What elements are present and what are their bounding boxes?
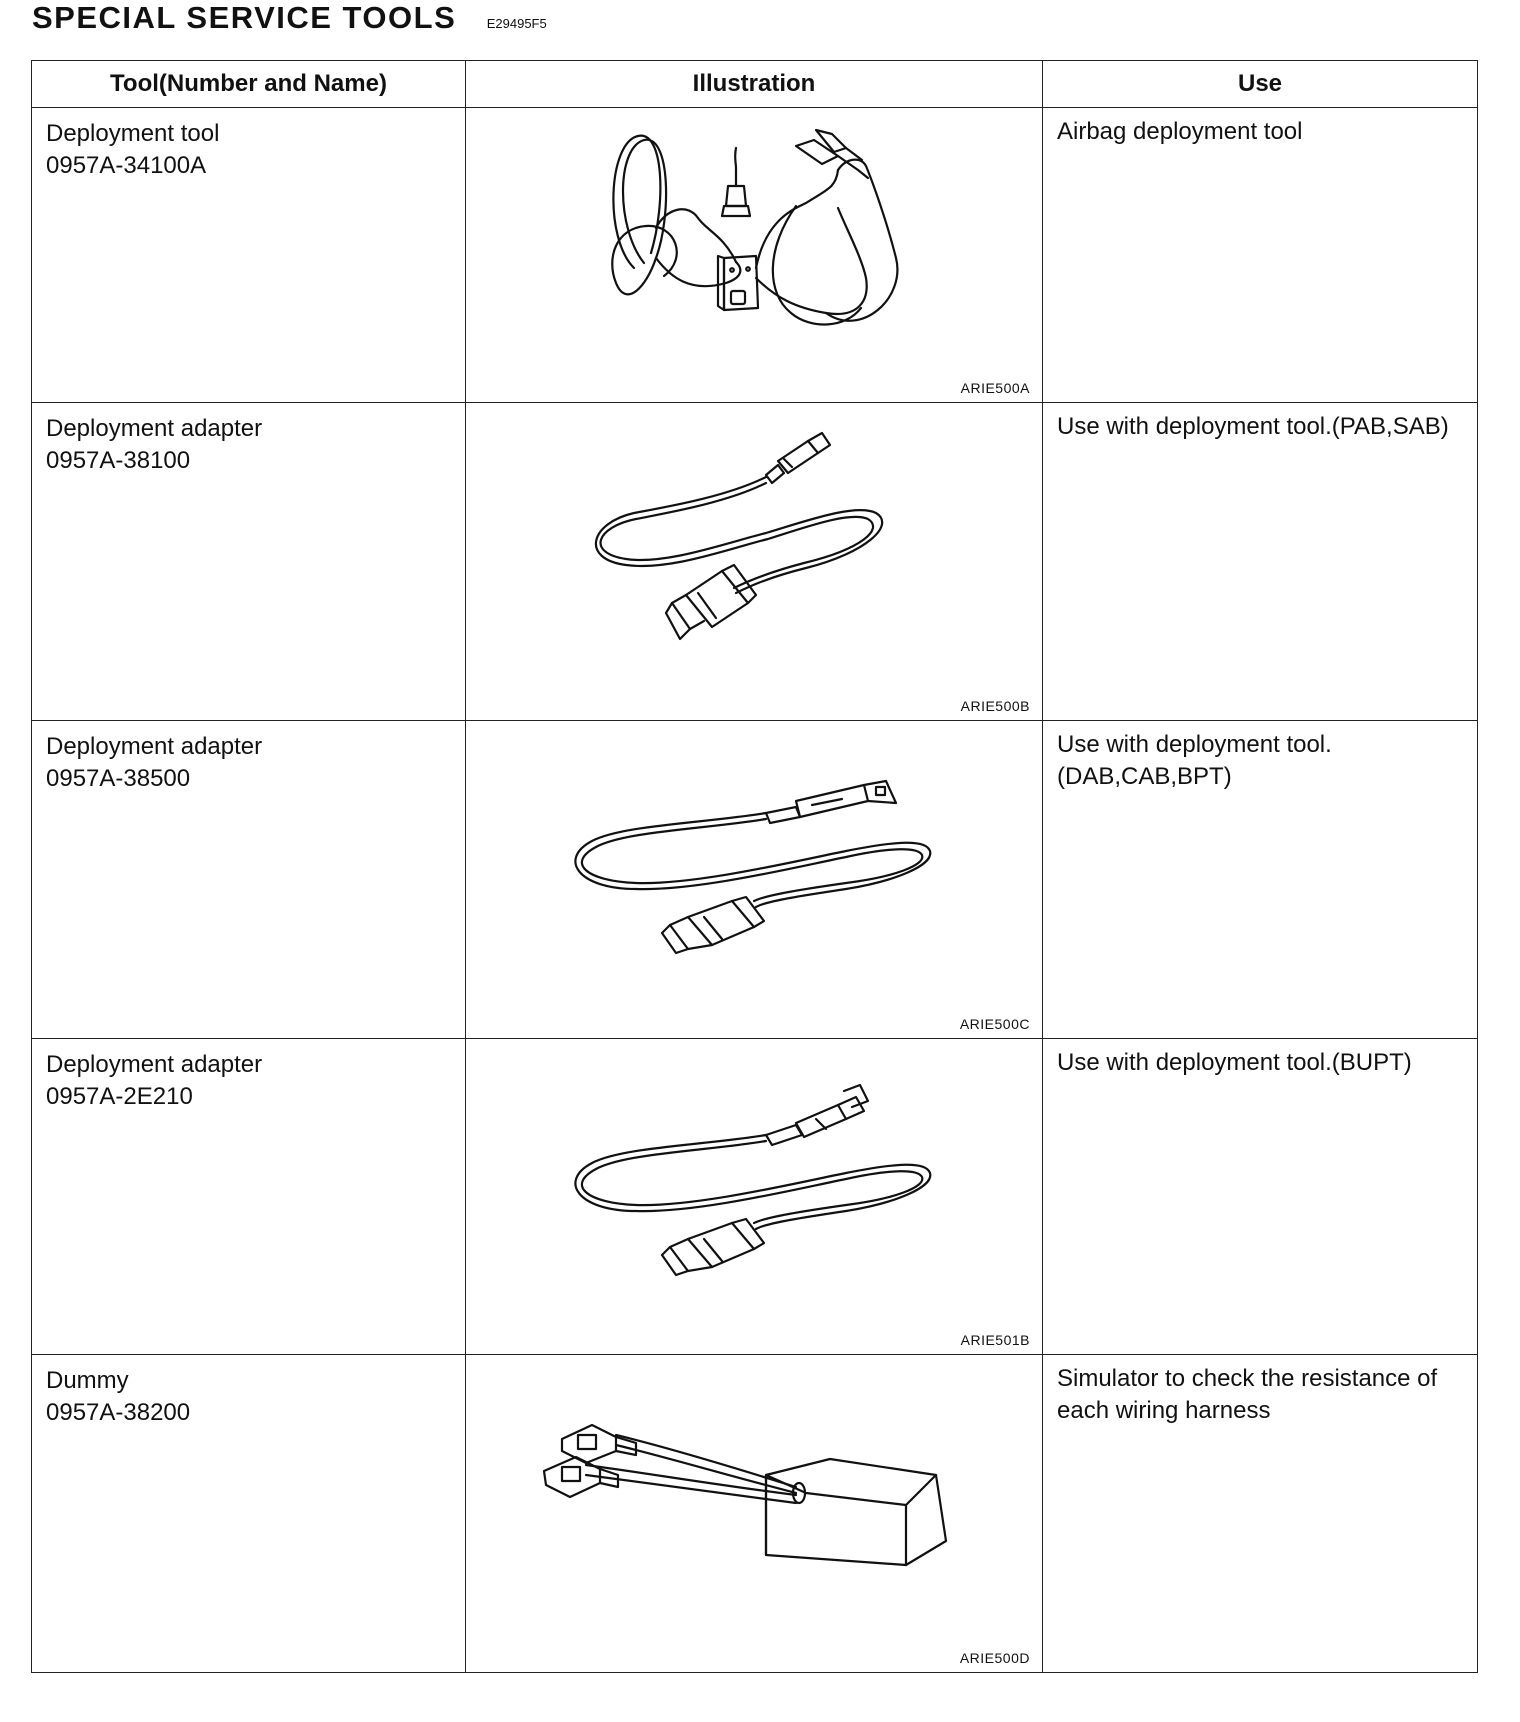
document-code: E29495F5 — [486, 16, 547, 31]
tool-number: 0957A-38500 — [46, 765, 191, 792]
page-header — [32, 0, 547, 42]
table-row — [32, 108, 1478, 403]
tool-name: Deployment adapter — [46, 733, 263, 760]
figure-code: ARIE500C — [959, 1016, 1030, 1032]
use-cell: Airbag deployment tool — [1043, 108, 1478, 403]
table-row — [32, 1039, 1478, 1355]
figure-code: ARIE501B — [960, 1332, 1030, 1348]
use-cell: Use with deployment tool.(BUPT) — [1043, 1039, 1478, 1355]
figure-code: ARIE500D — [959, 1650, 1030, 1666]
table-header-row — [32, 61, 1478, 108]
deployment-adapter-icon — [466, 721, 1043, 1039]
use-cell: Simulator to check the resistance of each wiring harness — [1043, 1355, 1478, 1673]
tool-number: 0957A-2E210 — [46, 1083, 193, 1110]
tool-name: Dummy — [46, 1367, 129, 1394]
tool-number: 0957A-38200 — [46, 1399, 191, 1426]
use-cell: Use with deployment tool.(PAB,SAB) — [1043, 403, 1478, 721]
tool-number: 0957A-34100A — [46, 152, 207, 179]
special-service-tools-table — [31, 60, 1478, 1673]
table-row — [32, 1355, 1478, 1673]
illustration-cell — [466, 1039, 1043, 1355]
tool-name: Deployment tool — [46, 120, 220, 147]
figure-code: ARIE500A — [960, 380, 1030, 396]
table-row — [32, 721, 1478, 1039]
illustration-cell — [466, 721, 1043, 1039]
tool-number: 0957A-38100 — [46, 447, 191, 474]
illustration-cell — [466, 403, 1043, 721]
column-header-illustration: Illustration — [466, 61, 1043, 108]
tool-cell — [32, 403, 466, 721]
page-title: SPECIAL SERVICE TOOLS — [32, 0, 457, 35]
table-row — [32, 403, 1478, 721]
deployment-tool-icon — [466, 108, 1043, 403]
tool-name: Deployment adapter — [46, 1051, 263, 1078]
use-cell: Use with deployment tool.(DAB,CAB,BPT) — [1043, 721, 1478, 1039]
deployment-adapter-icon — [466, 403, 1043, 721]
figure-code: ARIE500B — [960, 698, 1030, 714]
tool-name: Deployment adapter — [46, 415, 263, 442]
illustration-cell — [466, 1355, 1043, 1673]
tool-cell — [32, 108, 466, 403]
column-header-use: Use — [1043, 61, 1478, 108]
column-header-tool: Tool(Number and Name) — [32, 61, 466, 108]
dummy-simulator-icon — [466, 1355, 1043, 1673]
tool-cell — [32, 1355, 466, 1673]
deployment-adapter-icon — [466, 1039, 1043, 1355]
tool-cell — [32, 721, 466, 1039]
illustration-cell — [466, 108, 1043, 403]
tool-cell — [32, 1039, 466, 1355]
